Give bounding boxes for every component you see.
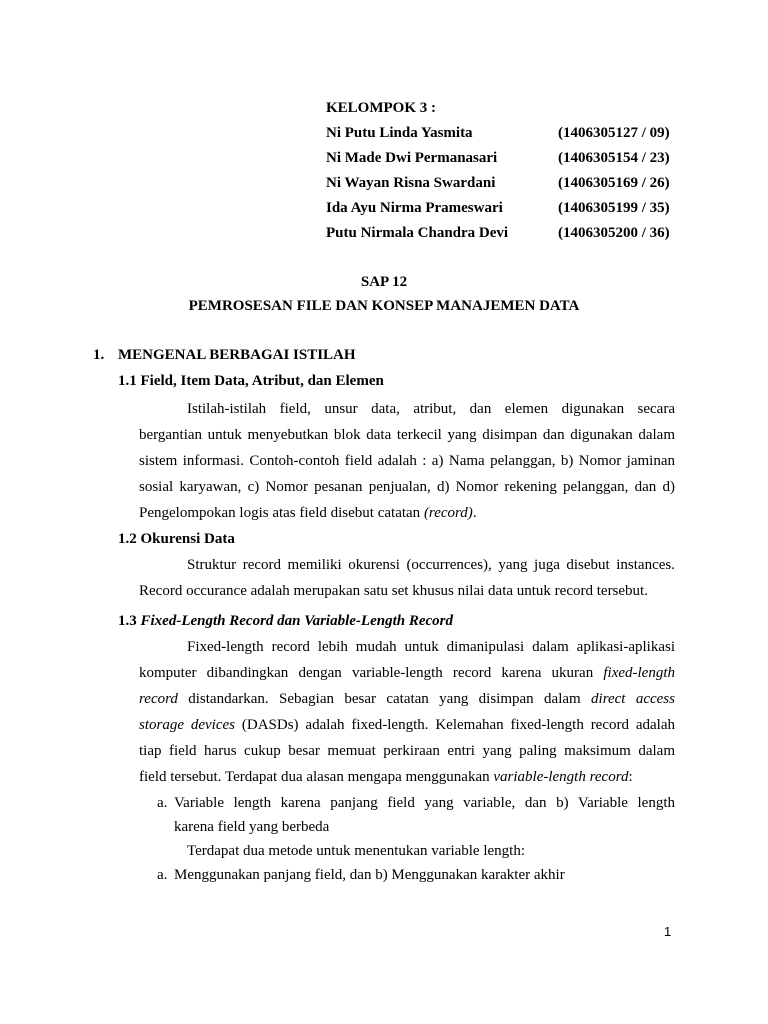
member-id: (1406305127 / 09) xyxy=(558,125,670,141)
group-heading: KELOMPOK 3 : xyxy=(326,100,436,116)
paragraph-line: sistem informasi. Contoh-contoh field adalah : a) Nama pelanggan, b) Nomor jaminan xyxy=(139,453,675,469)
document-title: PEMROSESAN FILE DAN KONSEP MANAJEMEN DATA xyxy=(188,298,580,314)
list-item-label: a. xyxy=(157,795,168,811)
paragraph-line: record distandarkan. Sebagian besar catatan yang disimpan dalam direct access xyxy=(139,691,675,707)
member-id: (1406305200 / 36) xyxy=(558,225,670,241)
paragraph-line: sosial karyawan, c) Nomor pesanan penjualan, d) Nomor rekening pelanggan, dan d) xyxy=(139,479,675,495)
subsection-1-1-heading: 1.1 Field, Item Data, Atribut, dan Elemen xyxy=(118,373,384,389)
member-id: (1406305154 / 23) xyxy=(558,150,670,166)
member-name: Ida Ayu Nirma Prameswari xyxy=(326,200,503,216)
subsection-1-2-paragraph xyxy=(139,552,675,604)
paragraph-line: Istilah-istilah field, unsur data, atribut, dan elemen digunakan secara xyxy=(187,401,675,417)
paragraph-line: Pengelompokan logis atas field disebut catatan (record). xyxy=(139,505,477,521)
list-item-text-continued: karena field yang berbeda xyxy=(174,819,330,835)
paragraph-line: Fixed-length record lebih mudah untuk dimanipulasi dalam aplikasi-aplikasi xyxy=(187,639,675,655)
member-row xyxy=(326,197,686,222)
section-title: MENGENAL BERBAGAI ISTILAH xyxy=(118,347,356,363)
paragraph-line: bergantian untuk menyebutkan blok data terkecil yang disimpan dan digunakan dalam xyxy=(139,427,675,443)
member-id: (1406305199 / 35) xyxy=(558,200,670,216)
paragraph-line: Record occurance adalah merupakan satu set khusus nilai data untuk record tersebut. xyxy=(139,583,648,599)
member-name: Putu Nirmala Chandra Devi xyxy=(326,225,509,241)
member-row xyxy=(326,147,686,172)
subsection-1-1-paragraph xyxy=(139,396,675,526)
methods-intro: Terdapat dua metode untuk menentukan variable length: xyxy=(187,843,525,859)
member-row xyxy=(326,172,686,197)
paragraph-line: komputer dibandingkan dengan variable-length record karena ukuran fixed-length xyxy=(139,665,675,681)
member-name: Ni Wayan Risna Swardani xyxy=(326,175,496,191)
group-members-block xyxy=(326,97,686,247)
record-term: (record) xyxy=(423,505,473,521)
list-item-text: Variable length karena panjang field yang variable, dan b) Variable length xyxy=(174,795,675,811)
subsection-1-3-heading: 1.3 Fixed-Length Record dan Variable-Length Record xyxy=(118,613,453,629)
paragraph-line: Struktur record memiliki okurensi (occurrences), yang juga disebut instances. xyxy=(187,557,675,573)
list-item-text: Menggunakan panjang field, dan b) Menggunakan karakter akhir xyxy=(174,867,565,883)
paragraph-line: storage devices (DASDs) adalah fixed-length. Kelemahan fixed-length record adalah xyxy=(139,717,676,733)
list-item-label: a. xyxy=(157,867,168,883)
member-name: Ni Putu Linda Yasmita xyxy=(326,125,473,141)
member-name: Ni Made Dwi Permanasari xyxy=(326,150,498,166)
sap-label: SAP 12 xyxy=(360,274,408,290)
member-row xyxy=(326,222,686,247)
paragraph-line: tiap field harus cukup besar memuat perkiraan entri yang paling maksimum dalam xyxy=(139,743,675,759)
subsection-1-2-heading: 1.2 Okurensi Data xyxy=(118,531,235,547)
page-number: 1 xyxy=(664,924,672,939)
subsection-1-3-paragraph xyxy=(139,634,675,790)
member-id: (1406305169 / 26) xyxy=(558,175,670,191)
paragraph-line: field tersebut. Terdapat dua alasan mengapa menggunakan variable-length record: xyxy=(139,769,633,785)
section-number: 1. xyxy=(93,347,105,363)
member-row xyxy=(326,122,686,147)
